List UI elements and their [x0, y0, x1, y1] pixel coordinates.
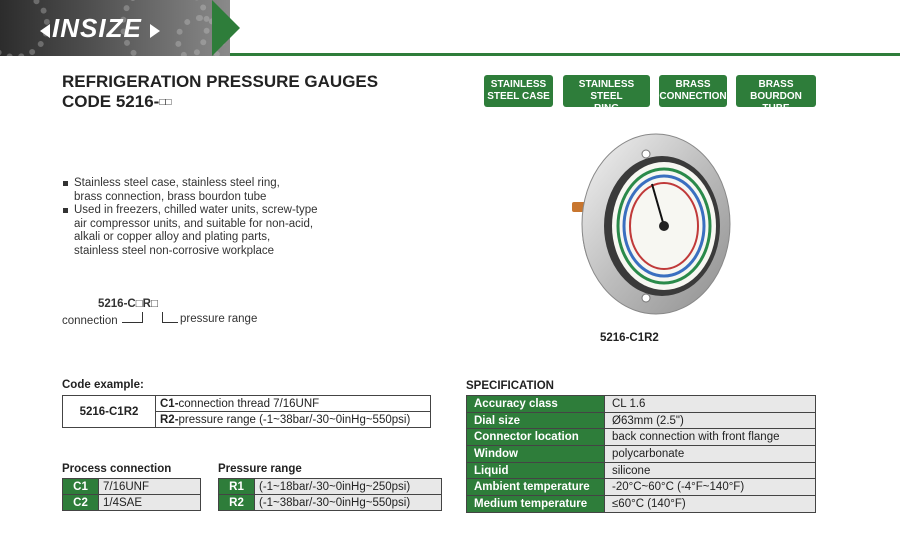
badge-line: RING [594, 103, 619, 114]
feature-line: Stainless steel case, stainless steel ring, [74, 177, 280, 189]
diagram-connector-line [142, 312, 143, 323]
table-row [467, 412, 816, 429]
table-cell: 7/16UNF [99, 479, 201, 495]
badge-line: STAINLESS [490, 79, 547, 90]
feature-line: air compressor units, and suitable for non-acid, [74, 217, 314, 230]
table-row [219, 479, 442, 495]
feature-list [62, 177, 352, 258]
table-row [63, 479, 201, 495]
spec-key: Liquid [467, 462, 605, 479]
badge-line: BRASS [675, 79, 711, 90]
diagram-connection-label: connection [62, 315, 118, 327]
spec-value: polycarbonate [605, 446, 816, 463]
arrow-right-icon [150, 24, 160, 38]
feature-item [62, 177, 352, 204]
badge-line: BRASS [758, 79, 794, 90]
pressure-gauge-icon [568, 126, 738, 326]
diagram-connector-line [162, 322, 178, 323]
spec-key: Dial size [467, 412, 605, 429]
badge-brass-bourdon-tube [736, 75, 816, 114]
brand-logo: INSIZE [52, 13, 142, 43]
table-cell: C2 [63, 495, 99, 511]
pressure-range-table [218, 478, 442, 511]
feature-line: brass connection, brass bourdon tube [74, 190, 267, 203]
code-example-title: Code example: [62, 379, 144, 391]
banner-accent [212, 0, 240, 56]
table-row [63, 495, 201, 511]
specification-table [466, 395, 816, 513]
table-cell: 1/4SAE [99, 495, 201, 511]
spec-value: ≤60°C (140°F) [605, 496, 816, 513]
arrow-left-icon [40, 24, 50, 38]
banner-divider [230, 53, 900, 56]
badge-line: STEEL CASE [487, 91, 550, 102]
diagram-connector-line [122, 322, 142, 323]
title-line-1: REFRIGERATION PRESSURE GAUGES [62, 72, 379, 91]
spec-value: -20°C~60°C (-4°F~140°F) [605, 479, 816, 496]
table-row [467, 446, 816, 463]
badge-stainless-steel-ring [563, 75, 650, 114]
table-cell [156, 396, 431, 412]
spec-value: Ø63mm (2.5") [605, 412, 816, 429]
table-cell: (-1~38bar/-30~0inHg~550psi) [255, 495, 442, 511]
spec-key: Medium temperature [467, 496, 605, 513]
diagram-code: 5216-C□R□ [98, 298, 158, 310]
pressure-range-title: Pressure range [218, 463, 302, 475]
spec-value: back connection with front flange [605, 429, 816, 446]
badge-line: STAINLESS STEEL [578, 79, 635, 102]
product-image [568, 126, 738, 326]
diagram-range-label: pressure range [180, 313, 258, 325]
table-cell: C1 [63, 479, 99, 495]
specification-title: SPECIFICATION [466, 380, 554, 392]
table-row [467, 479, 816, 496]
feature-line: alkali or copper alloy and plating parts, [74, 231, 271, 243]
title-code-placeholder: □□ [159, 97, 172, 108]
process-connection-title: Process connection [62, 463, 172, 475]
table-row [467, 462, 816, 479]
spec-key: Connector location [467, 429, 605, 446]
title-line-2 [62, 92, 378, 113]
product-caption: 5216-C1R2 [600, 332, 659, 344]
spec-value: silicone [605, 462, 816, 479]
badge-brass-connection [659, 75, 727, 107]
row-text: connection thread 7/16UNF [178, 397, 320, 410]
table-cell: (-1~18bar/-30~0inHg~250psi) [255, 479, 442, 495]
title-code-prefix: CODE 5216- [62, 92, 160, 111]
table-row [467, 496, 816, 513]
spec-key: Ambient temperature [467, 479, 605, 496]
code-example-model: 5216-C1R2 [63, 396, 156, 428]
row-code: C1- [160, 397, 179, 410]
badge-stainless-steel-case [484, 75, 553, 107]
table-cell: R1 [219, 479, 255, 495]
table-row [467, 429, 816, 446]
feature-line: Used in freezers, chilled water units, screw-type [74, 204, 318, 216]
badge-line: CONNECTION [659, 91, 727, 102]
feature-item [62, 204, 352, 258]
page-title [62, 72, 378, 113]
table-cell [156, 412, 431, 428]
process-connection-table [62, 478, 201, 511]
code-example-table [62, 395, 431, 428]
table-row [63, 396, 431, 412]
spec-value: CL 1.6 [605, 396, 816, 413]
row-code: R2- [160, 413, 179, 426]
table-row [219, 495, 442, 511]
row-text: pressure range (-1~38bar/-30~0inHg~550psi) [178, 413, 411, 426]
table-cell: R2 [219, 495, 255, 511]
spec-key: Window [467, 446, 605, 463]
badge-line: BOURDON TUBE [750, 91, 802, 114]
table-row [467, 396, 816, 413]
feature-line: stainless steel non-corrosive workplace [74, 244, 275, 257]
header-banner [0, 0, 900, 56]
spec-key: Accuracy class [467, 396, 605, 413]
